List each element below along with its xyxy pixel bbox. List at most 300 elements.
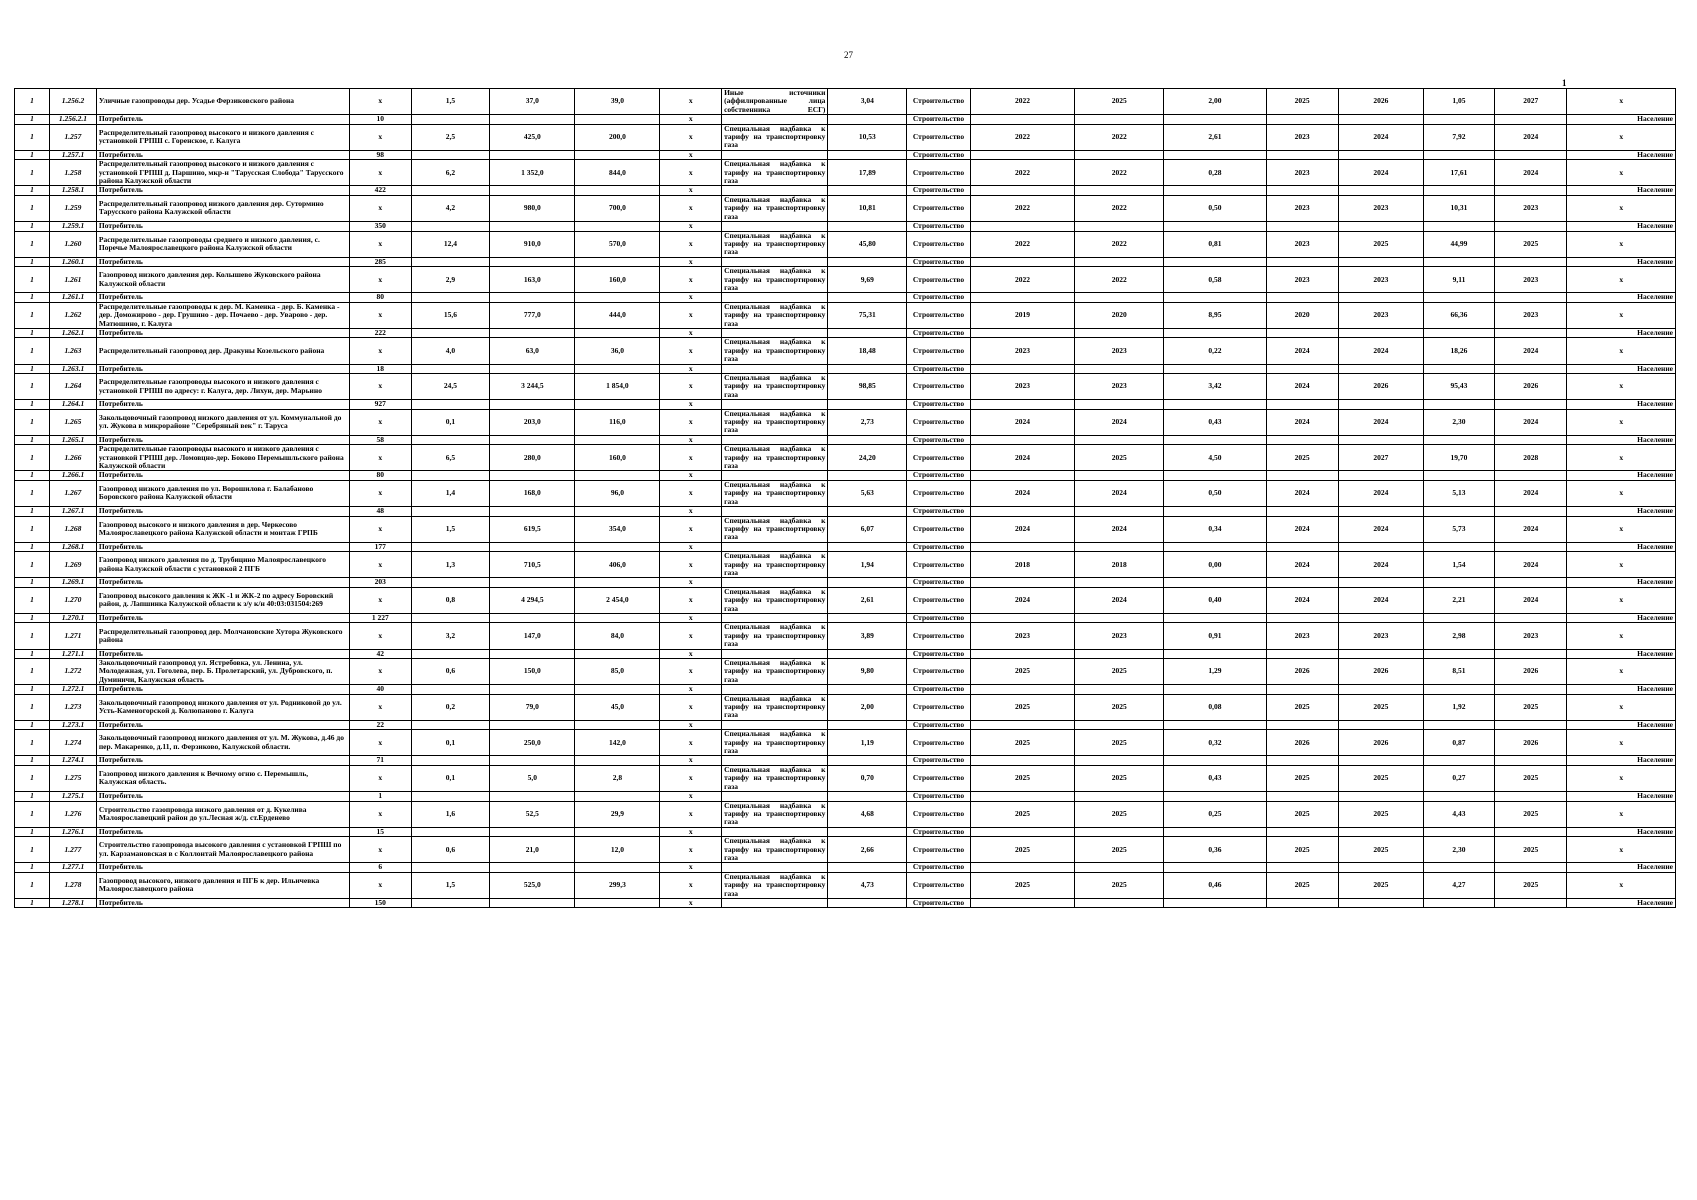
cell-empty xyxy=(722,471,828,480)
cell-consumer-x: x xyxy=(660,150,722,159)
consumer-row xyxy=(15,293,1676,302)
cell-c15: 2026 xyxy=(1338,730,1423,756)
cell-consumer-x: x xyxy=(660,115,722,124)
cell-empty xyxy=(411,257,490,266)
consumer-row xyxy=(15,400,1676,409)
cell-c11: 2023 xyxy=(970,374,1074,400)
cell-c16: 2,30 xyxy=(1423,409,1494,435)
cell-consumer-number: 1.271.1 xyxy=(50,649,97,658)
cell-work-type: Строительство xyxy=(907,659,971,685)
cell-c11: 2022 xyxy=(970,267,1074,293)
cell-consumer-category: Население xyxy=(1567,827,1676,836)
cell-object-name: Газопровод высокого и низкого давления в дер. Черкесово Малоярославецкого района Калужской области и монтаж ГРПБ xyxy=(96,516,349,542)
cell-cost: 2,00 xyxy=(828,694,907,720)
cell-c11: 2024 xyxy=(970,445,1074,471)
cell-consumer-work-type: Строительство xyxy=(907,613,971,622)
cell-empty xyxy=(1075,115,1164,124)
cell-level: 1 xyxy=(15,160,50,186)
cell-c7: x xyxy=(660,694,722,720)
cell-object-name: Закольцовочный газопровод низкого давления от ул. М. Жукова, д.46 до пер. Макаренко, д.11, п. Ферзиково, Калужской области. xyxy=(96,730,349,756)
cell-c15: 2023 xyxy=(1338,623,1423,649)
cell-c17: 2023 xyxy=(1495,195,1567,221)
cell-empty xyxy=(1423,293,1494,302)
cell-c17: 2024 xyxy=(1495,338,1567,364)
cell-c16: 0,27 xyxy=(1423,765,1494,791)
cell-c14: 2023 xyxy=(1266,267,1338,293)
cell-level: 1 xyxy=(15,827,50,836)
cell-c5: 980,0 xyxy=(490,195,575,221)
cell-empty xyxy=(1075,328,1164,337)
cell-empty xyxy=(1266,792,1338,801)
cell-c12: 2025 xyxy=(1075,659,1164,685)
cell-c11: 2018 xyxy=(970,552,1074,578)
cell-empty xyxy=(1338,827,1423,836)
consumer-row xyxy=(15,507,1676,516)
cell-consumer-count: 177 xyxy=(349,542,411,551)
cell-empty xyxy=(1266,150,1338,159)
cell-empty xyxy=(970,507,1074,516)
cell-number: 1.257 xyxy=(50,124,97,150)
cell-empty xyxy=(1075,613,1164,622)
cell-empty xyxy=(1075,435,1164,444)
cell-empty xyxy=(1338,542,1423,551)
cell-consumer-work-type: Строительство xyxy=(907,293,971,302)
cell-c15: 2024 xyxy=(1338,587,1423,613)
cell-empty xyxy=(1266,328,1338,337)
cell-empty xyxy=(1164,720,1266,729)
cell-empty xyxy=(1423,257,1494,266)
cell-cost: 45,80 xyxy=(828,231,907,257)
cell-number: 1.266 xyxy=(50,445,97,471)
cell-empty xyxy=(828,471,907,480)
cell-empty xyxy=(1266,222,1338,231)
cell-length: 0,2 xyxy=(411,694,490,720)
cell-empty xyxy=(1495,257,1567,266)
cell-c3: x xyxy=(349,659,411,685)
cell-empty xyxy=(1164,364,1266,373)
cell-consumer-x: x xyxy=(660,293,722,302)
consumer-row xyxy=(15,435,1676,444)
cell-c12: 2023 xyxy=(1075,338,1164,364)
cell-consumer-x: x xyxy=(660,792,722,801)
cell-consumer-number: 1.265.1 xyxy=(50,435,97,444)
cell-c7: x xyxy=(660,195,722,221)
cell-c12: 2025 xyxy=(1075,837,1164,863)
cell-c18: x xyxy=(1567,195,1676,221)
cell-empty xyxy=(828,257,907,266)
cell-consumer-category: Население xyxy=(1567,364,1676,373)
cell-empty xyxy=(1338,400,1423,409)
cell-empty xyxy=(970,186,1074,195)
cell-empty xyxy=(575,507,660,516)
cell-c11: 2023 xyxy=(970,338,1074,364)
cell-empty xyxy=(1075,542,1164,551)
cell-c6: 36,0 xyxy=(575,338,660,364)
cell-empty xyxy=(722,186,828,195)
cell-c17: 2027 xyxy=(1495,89,1567,115)
cell-empty xyxy=(970,293,1074,302)
cell-c16: 95,43 xyxy=(1423,374,1494,400)
cell-c12: 2025 xyxy=(1075,89,1164,115)
cell-object-name: Закольцовочный газопровод низкого давления от ул. Родниковой до ул. Усть-Каменогорской д. Колюпаново г. Калуга xyxy=(96,694,349,720)
cell-consumer-work-type: Строительство xyxy=(907,471,971,480)
cell-c18: x xyxy=(1567,587,1676,613)
table-row xyxy=(15,302,1676,328)
cell-number: 1.271 xyxy=(50,623,97,649)
table-row xyxy=(15,801,1676,827)
cell-empty xyxy=(970,720,1074,729)
cell-funding-source: Специальная надбавка к тарифу на транспортировку газа xyxy=(722,124,828,150)
cell-consumer-number: 1.256.2.1 xyxy=(50,115,97,124)
cell-empty xyxy=(1495,863,1567,872)
cell-funding-source: Специальная надбавка к тарифу на транспортировку газа xyxy=(722,338,828,364)
cell-level: 1 xyxy=(15,222,50,231)
cell-level: 1 xyxy=(15,765,50,791)
cell-empty xyxy=(722,578,828,587)
cell-empty xyxy=(1164,613,1266,622)
cell-empty xyxy=(490,115,575,124)
cell-c5: 250,0 xyxy=(490,730,575,756)
cell-c11: 2024 xyxy=(970,480,1074,506)
cell-consumer-count: 927 xyxy=(349,400,411,409)
cell-empty xyxy=(722,685,828,694)
cell-c16: 1,92 xyxy=(1423,694,1494,720)
cell-funding-source: Специальная надбавка к тарифу на транспортировку газа xyxy=(722,445,828,471)
cell-c12: 2024 xyxy=(1075,516,1164,542)
cell-c17: 2023 xyxy=(1495,623,1567,649)
cell-empty xyxy=(1075,898,1164,907)
cell-level: 1 xyxy=(15,801,50,827)
cell-consumer-label: Потребитель xyxy=(96,792,349,801)
cell-object-name: Уличные газопроводы дер. Усадье Ферзиковского района xyxy=(96,89,349,115)
cell-c14: 2025 xyxy=(1266,765,1338,791)
cell-empty xyxy=(970,756,1074,765)
cell-empty xyxy=(1075,720,1164,729)
cell-consumer-x: x xyxy=(660,435,722,444)
cell-empty xyxy=(1423,471,1494,480)
cell-empty xyxy=(1495,898,1567,907)
cell-empty xyxy=(1423,578,1494,587)
cell-c13: 0,43 xyxy=(1164,409,1266,435)
cell-length: 2,9 xyxy=(411,267,490,293)
cell-level: 1 xyxy=(15,364,50,373)
cell-cost: 3,89 xyxy=(828,623,907,649)
cell-empty xyxy=(1495,150,1567,159)
cell-empty xyxy=(1423,613,1494,622)
cell-c11: 2022 xyxy=(970,89,1074,115)
cell-empty xyxy=(1164,578,1266,587)
cell-c13: 0,36 xyxy=(1164,837,1266,863)
cell-c13: 0,81 xyxy=(1164,231,1266,257)
cell-c6: 96,0 xyxy=(575,480,660,506)
cell-c18: x xyxy=(1567,338,1676,364)
cell-empty xyxy=(411,364,490,373)
cell-c18: x xyxy=(1567,480,1676,506)
cell-consumer-category: Население xyxy=(1567,542,1676,551)
cell-empty xyxy=(490,542,575,551)
cell-length: 1,4 xyxy=(411,480,490,506)
cell-level: 1 xyxy=(15,516,50,542)
cell-empty xyxy=(1495,293,1567,302)
cell-consumer-category: Население xyxy=(1567,400,1676,409)
cell-c5: 63,0 xyxy=(490,338,575,364)
cell-consumer-category: Население xyxy=(1567,613,1676,622)
cell-length: 24,5 xyxy=(411,374,490,400)
cell-length: 0,1 xyxy=(411,730,490,756)
cell-consumer-number: 1.270.1 xyxy=(50,613,97,622)
cell-c15: 2023 xyxy=(1338,195,1423,221)
cell-consumer-label: Потребитель xyxy=(96,150,349,159)
cell-empty xyxy=(1423,328,1494,337)
cell-c14: 2023 xyxy=(1266,195,1338,221)
cell-empty xyxy=(490,435,575,444)
cell-c15: 2024 xyxy=(1338,338,1423,364)
cell-cost: 24,20 xyxy=(828,445,907,471)
cell-empty xyxy=(411,471,490,480)
cell-work-type: Строительство xyxy=(907,445,971,471)
cell-consumer-x: x xyxy=(660,222,722,231)
cell-c14: 2025 xyxy=(1266,801,1338,827)
cell-c11: 2025 xyxy=(970,694,1074,720)
cell-empty xyxy=(1495,435,1567,444)
cell-c18: x xyxy=(1567,445,1676,471)
cell-consumer-label: Потребитель xyxy=(96,186,349,195)
cell-funding-source: Специальная надбавка к тарифу на транспортировку газа xyxy=(722,872,828,898)
cell-empty xyxy=(722,293,828,302)
cell-consumer-x: x xyxy=(660,257,722,266)
cell-level: 1 xyxy=(15,150,50,159)
cell-consumer-count: 98 xyxy=(349,150,411,159)
cell-empty xyxy=(828,827,907,836)
cell-c11: 2024 xyxy=(970,587,1074,613)
cell-consumer-count: 80 xyxy=(349,471,411,480)
cell-empty xyxy=(1423,685,1494,694)
cell-work-type: Строительство xyxy=(907,872,971,898)
cell-level: 1 xyxy=(15,792,50,801)
cell-c11: 2025 xyxy=(970,730,1074,756)
cell-empty xyxy=(1423,827,1494,836)
cell-empty xyxy=(1266,720,1338,729)
consumer-row xyxy=(15,364,1676,373)
consumer-row xyxy=(15,150,1676,159)
consumer-row xyxy=(15,222,1676,231)
cell-empty xyxy=(490,578,575,587)
cell-c16: 1,05 xyxy=(1423,89,1494,115)
cell-empty xyxy=(411,898,490,907)
cell-empty xyxy=(1338,186,1423,195)
cell-empty xyxy=(722,613,828,622)
cell-c5: 150,0 xyxy=(490,659,575,685)
cell-funding-source: Специальная надбавка к тарифу на транспортировку газа xyxy=(722,587,828,613)
cell-c12: 2022 xyxy=(1075,267,1164,293)
cell-c18: x xyxy=(1567,267,1676,293)
cell-empty xyxy=(411,542,490,551)
consumer-row xyxy=(15,649,1676,658)
cell-c13: 0,58 xyxy=(1164,267,1266,293)
cell-c6: 85,0 xyxy=(575,659,660,685)
cell-empty xyxy=(575,293,660,302)
cell-consumer-count: 285 xyxy=(349,257,411,266)
cell-c7: x xyxy=(660,160,722,186)
cell-cost: 4,68 xyxy=(828,801,907,827)
cell-consumer-x: x xyxy=(660,720,722,729)
cell-c12: 2022 xyxy=(1075,231,1164,257)
cell-empty xyxy=(1495,471,1567,480)
cell-empty xyxy=(1075,293,1164,302)
cell-c6: 444,0 xyxy=(575,302,660,328)
cell-empty xyxy=(1338,328,1423,337)
cell-consumer-x: x xyxy=(660,400,722,409)
cell-c6: 406,0 xyxy=(575,552,660,578)
cell-consumer-work-type: Строительство xyxy=(907,435,971,444)
cell-c15: 2025 xyxy=(1338,694,1423,720)
cell-empty xyxy=(1495,400,1567,409)
cell-empty xyxy=(1495,507,1567,516)
cell-c13: 2,61 xyxy=(1164,124,1266,150)
cell-c5: 79,0 xyxy=(490,694,575,720)
cell-object-name: Газопровод низкого давления по д. Трубицино Малоярославецкого района Калужской области с установкой 2 ПГБ xyxy=(96,552,349,578)
cell-empty xyxy=(1266,471,1338,480)
cell-empty xyxy=(1495,827,1567,836)
cell-empty xyxy=(1164,150,1266,159)
cell-length: 0,1 xyxy=(411,765,490,791)
cell-empty xyxy=(1338,150,1423,159)
table-row xyxy=(15,552,1676,578)
cell-empty xyxy=(970,150,1074,159)
table-row xyxy=(15,374,1676,400)
cell-work-type: Строительство xyxy=(907,231,971,257)
cell-consumer-x: x xyxy=(660,578,722,587)
cell-cost: 1,94 xyxy=(828,552,907,578)
cell-empty xyxy=(575,328,660,337)
table-row xyxy=(15,659,1676,685)
cell-consumer-category: Население xyxy=(1567,863,1676,872)
cell-c6: 700,0 xyxy=(575,195,660,221)
cell-empty xyxy=(575,898,660,907)
cell-c13: 2,00 xyxy=(1164,89,1266,115)
cell-c14: 2024 xyxy=(1266,409,1338,435)
cell-c18: x xyxy=(1567,409,1676,435)
cell-consumer-label: Потребитель xyxy=(96,649,349,658)
cell-c15: 2024 xyxy=(1338,409,1423,435)
cell-work-type: Строительство xyxy=(907,267,971,293)
cell-empty xyxy=(1164,471,1266,480)
consumer-row xyxy=(15,898,1676,907)
cell-c7: x xyxy=(660,231,722,257)
cell-c14: 2026 xyxy=(1266,730,1338,756)
cell-empty xyxy=(1338,257,1423,266)
cell-c14: 2025 xyxy=(1266,837,1338,863)
cell-empty xyxy=(970,400,1074,409)
cell-empty xyxy=(1338,685,1423,694)
cell-c5: 525,0 xyxy=(490,872,575,898)
cell-empty xyxy=(490,720,575,729)
cell-level: 1 xyxy=(15,186,50,195)
cell-empty xyxy=(1075,578,1164,587)
cell-c13: 0,22 xyxy=(1164,338,1266,364)
cell-object-name: Строительство газопровода высокого давления с установкой ГРПШ по ул. Карзамановская в с Коллонтай Малоярославецкого района xyxy=(96,837,349,863)
cell-empty xyxy=(1338,898,1423,907)
cell-empty xyxy=(722,756,828,765)
cell-consumer-label: Потребитель xyxy=(96,613,349,622)
cell-c18: x xyxy=(1567,837,1676,863)
cell-c7: x xyxy=(660,445,722,471)
cell-empty xyxy=(1495,578,1567,587)
cell-level: 1 xyxy=(15,542,50,551)
cell-empty xyxy=(970,792,1074,801)
cell-consumer-number: 1.258.1 xyxy=(50,186,97,195)
cell-object-name: Газопровод низкого давления дер. Колышево Жуковского района Калужской области xyxy=(96,267,349,293)
cell-consumer-category: Население xyxy=(1567,756,1676,765)
cell-c7: x xyxy=(660,89,722,115)
cell-level: 1 xyxy=(15,409,50,435)
cell-work-type: Строительство xyxy=(907,516,971,542)
cell-c3: x xyxy=(349,302,411,328)
cell-c3: x xyxy=(349,445,411,471)
cell-cost: 3,04 xyxy=(828,89,907,115)
cell-empty xyxy=(1164,863,1266,872)
cell-consumer-work-type: Строительство xyxy=(907,186,971,195)
cell-empty xyxy=(828,400,907,409)
cell-c12: 2022 xyxy=(1075,195,1164,221)
consumer-row xyxy=(15,186,1676,195)
cell-c15: 2025 xyxy=(1338,872,1423,898)
cell-work-type: Строительство xyxy=(907,374,971,400)
cell-empty xyxy=(490,400,575,409)
cell-empty xyxy=(1164,293,1266,302)
cell-consumer-work-type: Строительство xyxy=(907,898,971,907)
cell-empty xyxy=(490,756,575,765)
cell-c7: x xyxy=(660,765,722,791)
cell-c15: 2026 xyxy=(1338,659,1423,685)
cell-work-type: Строительство xyxy=(907,338,971,364)
cell-object-name: Распределительный газопровод дер. Молчановские Хутора Жуковского района xyxy=(96,623,349,649)
cell-empty xyxy=(722,720,828,729)
cell-empty xyxy=(490,827,575,836)
cell-consumer-work-type: Строительство xyxy=(907,257,971,266)
cell-c13: 3,42 xyxy=(1164,374,1266,400)
cell-empty xyxy=(722,507,828,516)
cell-cost: 98,85 xyxy=(828,374,907,400)
cell-consumer-count: 58 xyxy=(349,435,411,444)
cell-c3: x xyxy=(349,801,411,827)
cell-c16: 18,26 xyxy=(1423,338,1494,364)
cell-object-name: Распределительный газопровод высокого и низкого давления с установкой ГРПШ с. Горенское, г. Калуга xyxy=(96,124,349,150)
cell-c3: x xyxy=(349,694,411,720)
cell-empty xyxy=(1075,186,1164,195)
cell-c11: 2022 xyxy=(970,160,1074,186)
cell-empty xyxy=(1164,222,1266,231)
cell-consumer-label: Потребитель xyxy=(96,222,349,231)
table-row xyxy=(15,409,1676,435)
cell-c6: 39,0 xyxy=(575,89,660,115)
cell-empty xyxy=(1164,649,1266,658)
cell-empty xyxy=(722,792,828,801)
table-row xyxy=(15,837,1676,863)
cell-consumer-label: Потребитель xyxy=(96,115,349,124)
cell-empty xyxy=(1164,507,1266,516)
cell-empty xyxy=(1338,507,1423,516)
cell-empty xyxy=(411,293,490,302)
cell-level: 1 xyxy=(15,507,50,516)
cell-empty xyxy=(575,542,660,551)
cell-c16: 2,21 xyxy=(1423,587,1494,613)
cell-c14: 2024 xyxy=(1266,587,1338,613)
cell-object-name: Газопровод высокого давления к ЖК -1 и ЖК-2 по адресу Боровский район, д. Лапшинка Калужской области к з/у к/н 40:03:031504:269 xyxy=(96,587,349,613)
cell-c15: 2024 xyxy=(1338,124,1423,150)
cell-empty xyxy=(411,400,490,409)
cell-number: 1.262 xyxy=(50,302,97,328)
